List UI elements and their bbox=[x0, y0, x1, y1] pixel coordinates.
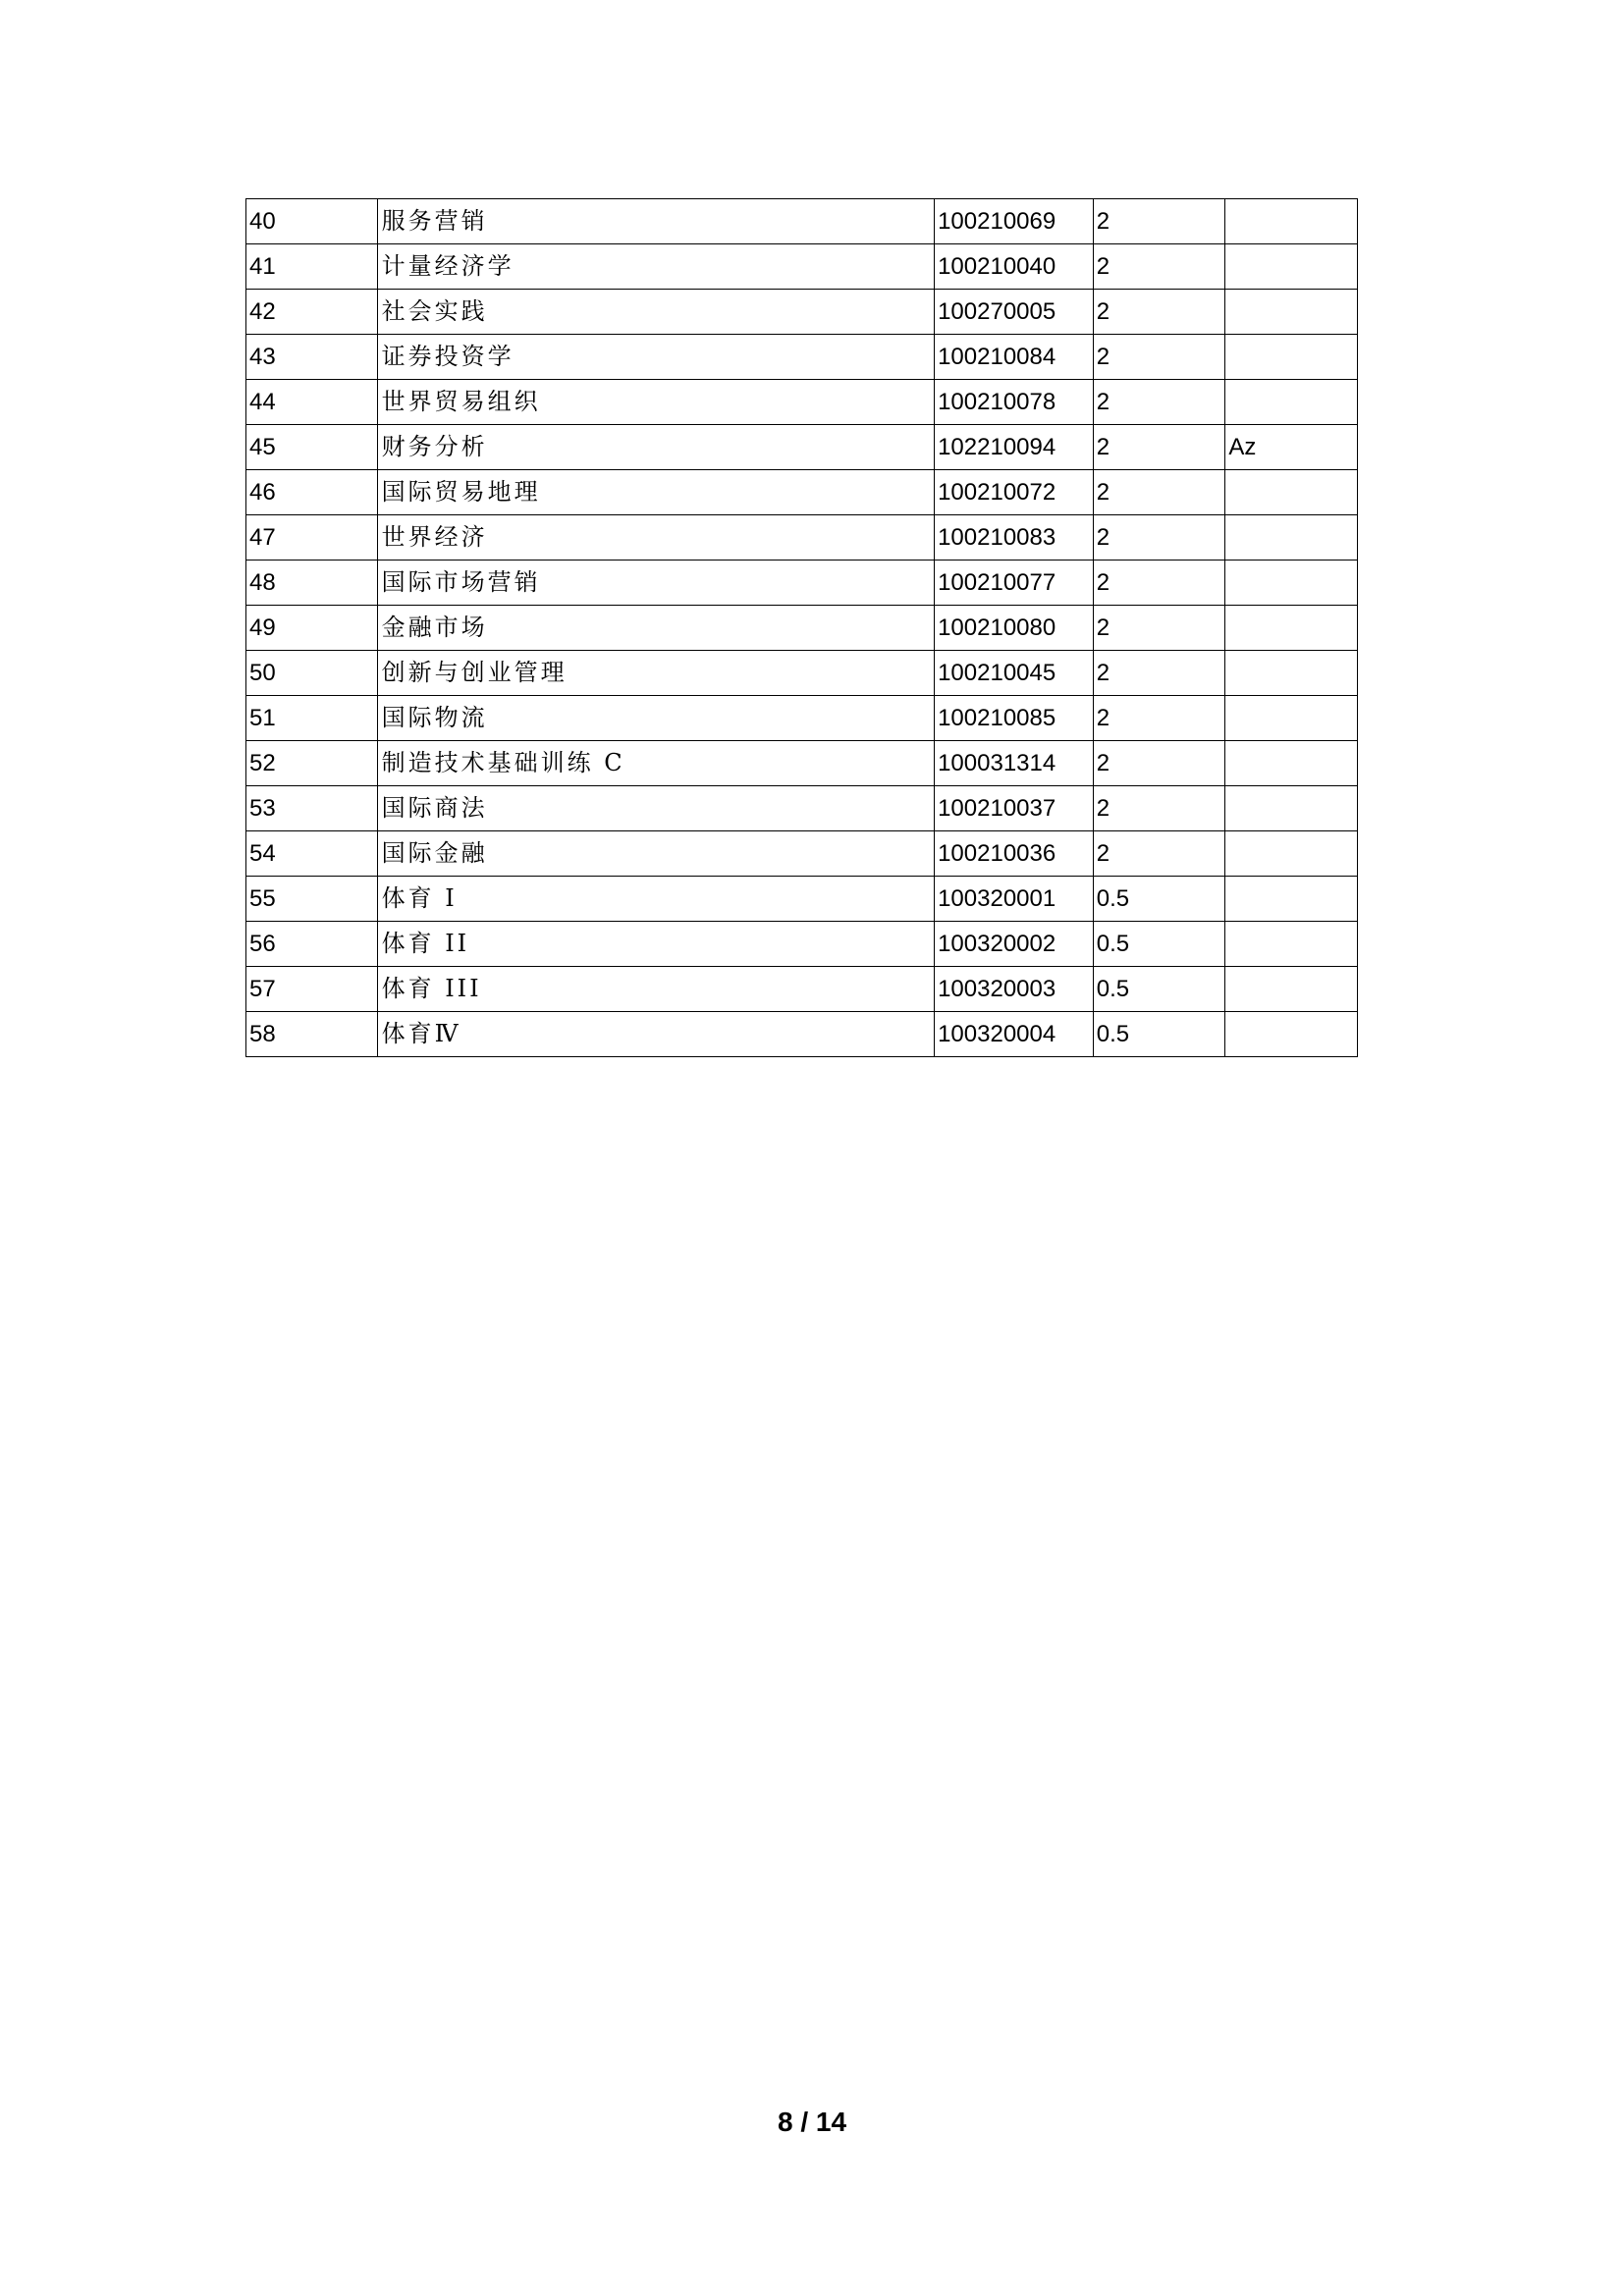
course-name-cell: 国际金融 bbox=[377, 831, 935, 877]
course-name-cell: 证券投资学 bbox=[377, 335, 935, 380]
course-number-cell: 52 bbox=[246, 741, 378, 786]
course-number-cell: 51 bbox=[246, 696, 378, 741]
table-row bbox=[246, 922, 1358, 967]
course-credit-cell: 2 bbox=[1093, 696, 1225, 741]
course-number-cell: 54 bbox=[246, 831, 378, 877]
course-code-cell: 100210045 bbox=[935, 651, 1094, 696]
course-name-cell: 体育 II bbox=[377, 922, 935, 967]
course-code-cell: 100210040 bbox=[935, 244, 1094, 290]
course-number-cell: 53 bbox=[246, 786, 378, 831]
course-remark-cell bbox=[1225, 967, 1358, 1012]
table-row bbox=[246, 470, 1358, 515]
course-code-cell: 102210094 bbox=[935, 425, 1094, 470]
course-credit-cell: 0.5 bbox=[1093, 967, 1225, 1012]
course-credit-cell: 2 bbox=[1093, 380, 1225, 425]
course-credit-cell: 2 bbox=[1093, 651, 1225, 696]
table-row bbox=[246, 380, 1358, 425]
course-code-cell: 100210072 bbox=[935, 470, 1094, 515]
course-credit-cell: 2 bbox=[1093, 335, 1225, 380]
course-credit-cell: 2 bbox=[1093, 515, 1225, 561]
course-name-cell: 国际物流 bbox=[377, 696, 935, 741]
course-credit-cell: 0.5 bbox=[1093, 1012, 1225, 1057]
course-remark-cell bbox=[1225, 922, 1358, 967]
table-row bbox=[246, 786, 1358, 831]
course-remark-cell bbox=[1225, 470, 1358, 515]
course-number-cell: 45 bbox=[246, 425, 378, 470]
course-remark-cell bbox=[1225, 244, 1358, 290]
table-row bbox=[246, 515, 1358, 561]
course-credit-cell: 2 bbox=[1093, 470, 1225, 515]
course-code-cell: 100320003 bbox=[935, 967, 1094, 1012]
table-row bbox=[246, 425, 1358, 470]
course-remark-cell bbox=[1225, 561, 1358, 606]
course-credit-cell: 2 bbox=[1093, 831, 1225, 877]
course-remark-cell bbox=[1225, 741, 1358, 786]
course-remark-cell bbox=[1225, 380, 1358, 425]
course-code-cell: 100270005 bbox=[935, 290, 1094, 335]
course-remark-cell bbox=[1225, 606, 1358, 651]
course-name-cell: 体育Ⅳ bbox=[377, 1012, 935, 1057]
course-name-cell: 创新与创业管理 bbox=[377, 651, 935, 696]
course-code-cell: 100210069 bbox=[935, 199, 1094, 244]
course-table bbox=[245, 198, 1358, 1057]
course-code-cell: 100031314 bbox=[935, 741, 1094, 786]
course-code-cell: 100320004 bbox=[935, 1012, 1094, 1057]
course-number-cell: 44 bbox=[246, 380, 378, 425]
course-remark-cell bbox=[1225, 515, 1358, 561]
course-code-cell: 100210037 bbox=[935, 786, 1094, 831]
course-credit-cell: 2 bbox=[1093, 199, 1225, 244]
course-code-cell: 100210078 bbox=[935, 380, 1094, 425]
course-credit-cell: 2 bbox=[1093, 290, 1225, 335]
course-remark-cell bbox=[1225, 290, 1358, 335]
course-number-cell: 47 bbox=[246, 515, 378, 561]
table-row bbox=[246, 967, 1358, 1012]
course-number-cell: 49 bbox=[246, 606, 378, 651]
table-row bbox=[246, 1012, 1358, 1057]
course-name-cell: 国际贸易地理 bbox=[377, 470, 935, 515]
course-number-cell: 43 bbox=[246, 335, 378, 380]
table-row bbox=[246, 741, 1358, 786]
course-number-cell: 56 bbox=[246, 922, 378, 967]
table-row bbox=[246, 561, 1358, 606]
course-credit-cell: 0.5 bbox=[1093, 922, 1225, 967]
table-row bbox=[246, 831, 1358, 877]
course-credit-cell: 2 bbox=[1093, 741, 1225, 786]
course-credit-cell: 2 bbox=[1093, 561, 1225, 606]
course-number-cell: 40 bbox=[246, 199, 378, 244]
course-name-cell: 体育 I bbox=[377, 877, 935, 922]
course-table-body bbox=[246, 199, 1358, 1057]
course-remark-cell bbox=[1225, 651, 1358, 696]
course-name-cell: 财务分析 bbox=[377, 425, 935, 470]
course-name-cell: 社会实践 bbox=[377, 290, 935, 335]
table-row bbox=[246, 290, 1358, 335]
course-credit-cell: 2 bbox=[1093, 244, 1225, 290]
course-code-cell: 100210083 bbox=[935, 515, 1094, 561]
course-name-cell: 计量经济学 bbox=[377, 244, 935, 290]
course-name-cell: 制造技术基础训练 C bbox=[377, 741, 935, 786]
course-name-cell: 体育 III bbox=[377, 967, 935, 1012]
course-name-cell: 世界贸易组织 bbox=[377, 380, 935, 425]
course-remark-cell bbox=[1225, 199, 1358, 244]
table-row bbox=[246, 651, 1358, 696]
course-number-cell: 42 bbox=[246, 290, 378, 335]
course-code-cell: 100210036 bbox=[935, 831, 1094, 877]
course-remark-cell bbox=[1225, 831, 1358, 877]
table-row bbox=[246, 244, 1358, 290]
course-remark-cell bbox=[1225, 696, 1358, 741]
course-name-cell: 金融市场 bbox=[377, 606, 935, 651]
course-code-cell: 100210077 bbox=[935, 561, 1094, 606]
course-name-cell: 国际商法 bbox=[377, 786, 935, 831]
course-code-cell: 100210084 bbox=[935, 335, 1094, 380]
course-number-cell: 57 bbox=[246, 967, 378, 1012]
table-row bbox=[246, 335, 1358, 380]
course-name-cell: 服务营销 bbox=[377, 199, 935, 244]
course-code-cell: 100210080 bbox=[935, 606, 1094, 651]
course-number-cell: 46 bbox=[246, 470, 378, 515]
page-number: 8 / 14 bbox=[777, 2107, 847, 2137]
table-row bbox=[246, 696, 1358, 741]
course-number-cell: 50 bbox=[246, 651, 378, 696]
course-number-cell: 58 bbox=[246, 1012, 378, 1057]
course-credit-cell: 2 bbox=[1093, 606, 1225, 651]
table-row bbox=[246, 199, 1358, 244]
table-row bbox=[246, 606, 1358, 651]
course-code-cell: 100210085 bbox=[935, 696, 1094, 741]
course-credit-cell: 0.5 bbox=[1093, 877, 1225, 922]
course-number-cell: 48 bbox=[246, 561, 378, 606]
course-credit-cell: 2 bbox=[1093, 786, 1225, 831]
course-code-cell: 100320001 bbox=[935, 877, 1094, 922]
course-number-cell: 41 bbox=[246, 244, 378, 290]
course-remark-cell: Az bbox=[1225, 425, 1358, 470]
course-remark-cell bbox=[1225, 335, 1358, 380]
course-name-cell: 世界经济 bbox=[377, 515, 935, 561]
course-name-cell: 国际市场营销 bbox=[377, 561, 935, 606]
course-code-cell: 100320002 bbox=[935, 922, 1094, 967]
course-remark-cell bbox=[1225, 786, 1358, 831]
course-number-cell: 55 bbox=[246, 877, 378, 922]
table-row bbox=[246, 877, 1358, 922]
course-remark-cell bbox=[1225, 877, 1358, 922]
course-credit-cell: 2 bbox=[1093, 425, 1225, 470]
course-remark-cell bbox=[1225, 1012, 1358, 1057]
